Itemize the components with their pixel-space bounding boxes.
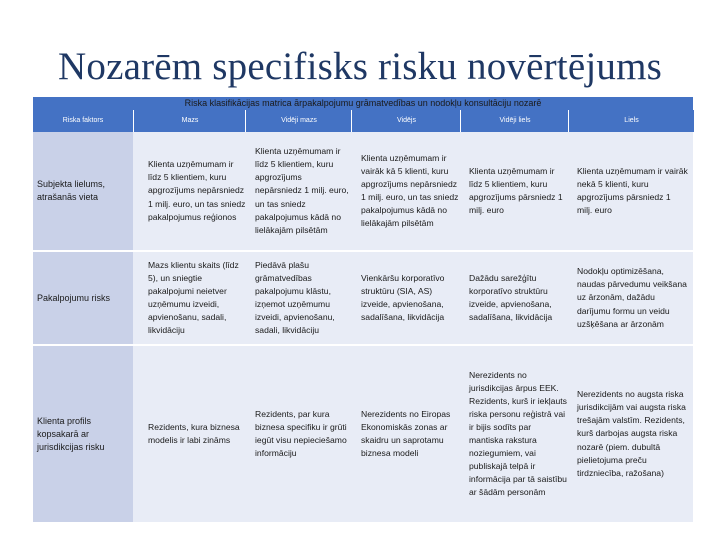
row-factor-label: Klienta profils kopsakarā ar jurisdikcijas risku [33, 346, 133, 522]
table-cell: Dažādu sarežģītu korporatīvo struktūru izveide, apvienošana, sadalīšana, likvidācija [469, 272, 553, 323]
table-cell: Nerezidents no augsta riska jurisdikcijām vai augsta riska trešajām valstīm. Rezidents, kurš darbojas augsta riska nozarē (piem. dubultā pielietojuma preču tirdzniecība, ražošana) [577, 389, 686, 478]
table-cell: Piedāvā plašu grāmatvedības pakalpojumu klāstu, izņemot uzņēmumu izveidi, apvienošanu, sadali, likvidāciju [255, 259, 335, 336]
table-cell: Vienkāršu korporatīvo struktūru (SIA, AS) izveide, apvienošana, sadalīšana, likvidācija [361, 272, 445, 323]
header-medium: Vidējs [351, 110, 461, 132]
header-low: Mazs [133, 110, 246, 132]
table-cell: Nerezidents no Eiropas Ekonomiskās zonas ar skaidru un saprotamu biznesa modeli [361, 408, 451, 459]
table-cell: Klienta uzņēmumam ir vairāk nekā 5 klienti, kuru apgrozījums pārsniedz 1 milj. euro [577, 165, 688, 216]
row-factor-label: Subjekta lielums, atrašanās vieta [33, 132, 133, 250]
table-cell: Klienta uzņēmumam ir vairāk kā 5 klienti, kuru apgrozījums nepārsniedz 1 milj. euro, un tas sniedz pakalpojumus kādā no lielākajām pilsētām [361, 152, 459, 229]
header-medium-high: Vidēji liels [460, 110, 569, 132]
header-medium-low: Vidēji mazs [245, 110, 352, 132]
table-cell: Rezidents, kura biznesa modelis ir labi zināms [148, 421, 240, 445]
slide-title: Nozarēm specifisks risku novērtējums [58, 45, 662, 88]
table-cell: Klienta uzņēmumam ir līdz 5 klientiem, kuru apgrozījums nepārsniedz 1 milj. euro, un tas sniedz pakalpojumus kādā no lielākajām pilsētām [255, 146, 349, 235]
table-cell: Mazs klientu skaits (līdz 5), un sniegtie pakalpojumi neietver uzņēmumu izveidi, apvienošanu, sadali, likvidāciju [148, 259, 239, 336]
header-risk-factor: Riska faktors [33, 110, 133, 132]
risk-matrix-table [33, 97, 693, 542]
table-cell: Rezidents, par kura biznesa specifiku ir grūti iegūt visu nepieciešamo informāciju [255, 408, 347, 459]
table-cell: Klienta uzņēmumam ir līdz 5 klientiem, kuru apgrozījums pārsniedz 1 milj. euro [469, 165, 563, 216]
table-cell: Klienta uzņēmumam ir līdz 5 klientiem, kuru apgrozījums nepārsniedz 1 milj. euro, un tas sniedz pakalpojumus reģionos [148, 159, 246, 222]
table-cell: Nerezidents no jurisdikcijas ārpus EEK. Rezidents, kurš ir iekļauts riska personu reģistrā vai ir bijis sodīts par mantiska rakstura noziegumiem, vai publiskajā telpā ir informācija par tā saistību ar šādām personām [469, 369, 567, 498]
table-caption: Riska klasifikācijas matrica ārpakalpojumu grāmatvedības un nodokļu konsultāciju nozarē [33, 97, 693, 110]
table-cell: Nodokļu optimizēšana, naudas pārvedumu veikšana uz ārzonām, dažādu darījumu formu un veidu uzšķēšana ar ārzonām [577, 266, 687, 329]
header-high: Liels [568, 110, 694, 132]
row-factor-label: Pakalpojumu risks [33, 252, 133, 344]
